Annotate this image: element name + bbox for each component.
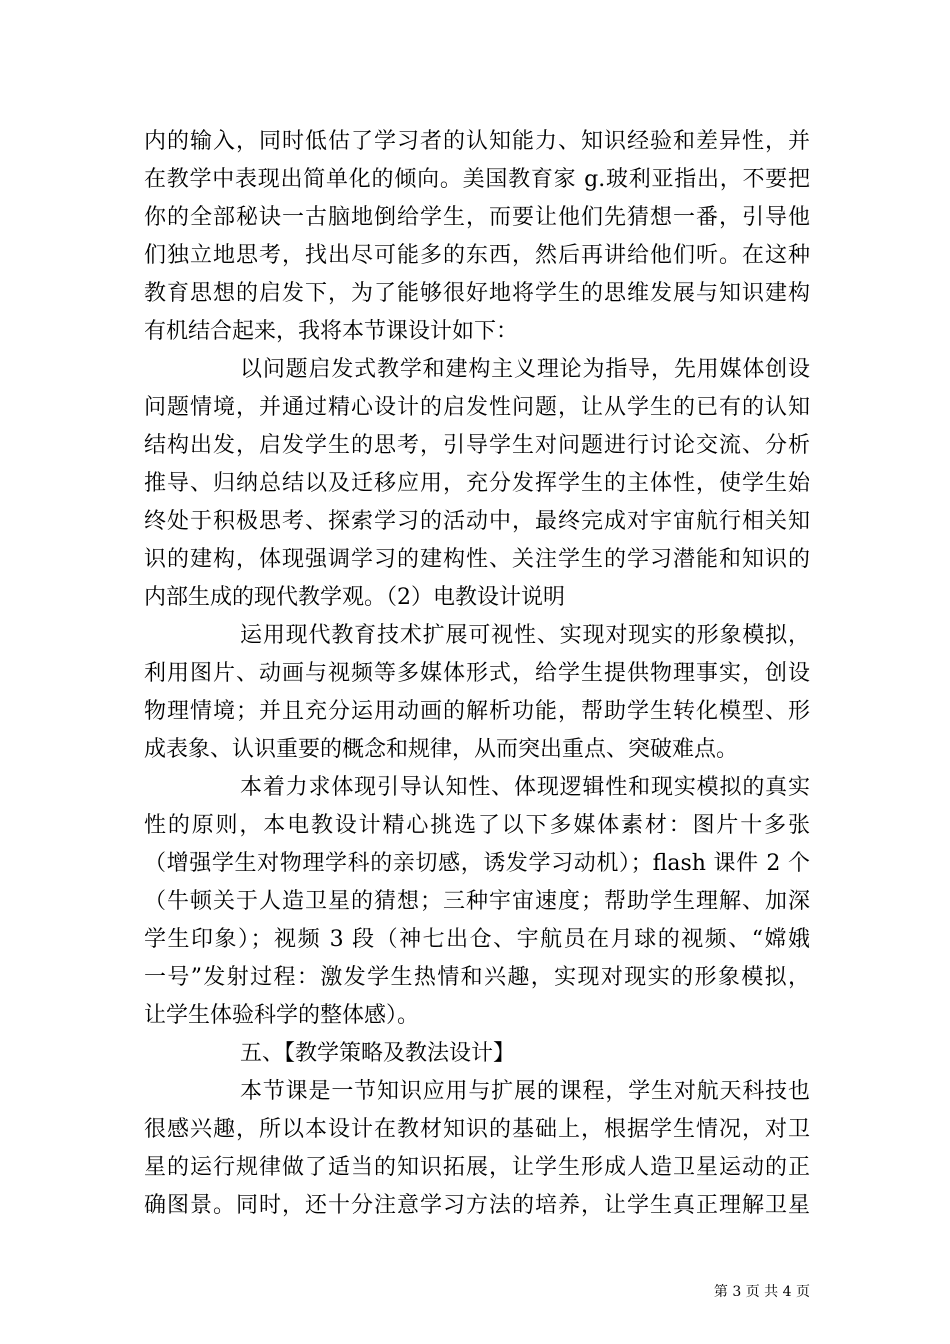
paragraph-line: 终处于积极思考、探索学习的活动中，最终完成对宇宙航行相关知 (144, 509, 810, 534)
paragraph-line: 你的全部秘诀一古脑地倒给学生，而要让他们先猜想一番，引导他 (144, 205, 810, 230)
paragraph-line: 有机结合起来，我将本节课设计如下： (144, 319, 519, 344)
paragraph-line: 结构出发，启发学生的思考，引导学生对问题进行讨论交流、分析 (144, 433, 810, 458)
paragraph-line: 学生印象）；视频 3 段（神七出仓、宇航员在月球的视频、“嫦娥 (144, 927, 810, 952)
paragraph-line: 物理情境；并且充分运用动画的解析功能，帮助学生转化模型、形 (144, 699, 810, 724)
paragraph-line: （增强学生对物理学科的亲切感，诱发学习动机）；flash 课件 2 个 (144, 851, 810, 876)
paragraph-line: （牛顿关于人造卫星的猜想；三种宇宙速度；帮助学生理解、加深 (144, 889, 810, 914)
paragraph-line: 教育思想的启发下，为了能够很好地将学生的思维发展与知识建构 (144, 281, 810, 306)
paragraph-line: 星的运行规律做了适当的知识拓展，让学生形成人造卫星运动的正 (144, 1155, 810, 1180)
paragraph-line: 本节课是一节知识应用与扩展的课程，学生对航天科技也 (240, 1079, 810, 1104)
paragraph-line: 性的原则，本电教设计精心挑选了以下多媒体素材：图片十多张 (144, 813, 810, 838)
paragraph-line: 在教学中表现出简单化的倾向。美国教育家 g.玻利亚指出，不要把 (144, 167, 810, 192)
section-heading: 五、【教学策略及教法设计】 (240, 1041, 516, 1066)
paragraph-line: 推导、归纳总结以及迁移应用，充分发挥学生的主体性，使学生始 (144, 471, 810, 496)
paragraph-line: 本着力求体现引导认知性、体现逻辑性和现实模拟的真实 (240, 775, 810, 800)
paragraph-line: 很感兴趣，所以本设计在教材知识的基础上，根据学生情况，对卫 (144, 1117, 810, 1142)
paragraph-line: 利用图片、动画与视频等多媒体形式，给学生提供物理事实，创设 (144, 661, 810, 686)
paragraph-line: 运用现代教育技术扩展可视性、实现对现实的形象模拟， (240, 623, 810, 648)
paragraph-line: 内的输入，同时低估了学习者的认知能力、知识经验和差异性，并 (144, 129, 810, 154)
paragraph-line: 们独立地思考，找出尽可能多的东西，然后再讲给他们听。在这种 (144, 243, 810, 268)
paragraph-line: 内部生成的现代教学观。（2）电教设计说明 (144, 585, 565, 610)
paragraph-line: 确图景。同时，还十分注意学习方法的培养，让学生真正理解卫星 (144, 1193, 810, 1218)
paragraph-line: 问题情境，并通过精心设计的启发性问题，让从学生的已有的认知 (144, 395, 810, 420)
paragraph-line: 以问题启发式教学和建构主义理论为指导，先用媒体创设 (240, 357, 810, 382)
page-number-footer: 第 3 页 共 4 页 (713, 1284, 810, 1300)
paragraph-line: 识的建构，体现强调学习的建构性、关注学生的学习潜能和知识的 (144, 547, 810, 572)
paragraph-line: 成表象、认识重要的概念和规律，从而突出重点、突破难点。 (144, 737, 739, 762)
paragraph-line: 一号”发射过程：激发学生热情和兴趣，实现对现实的形象模拟， (144, 965, 810, 990)
paragraph-line: 让学生体验科学的整体感）。 (144, 1003, 420, 1028)
